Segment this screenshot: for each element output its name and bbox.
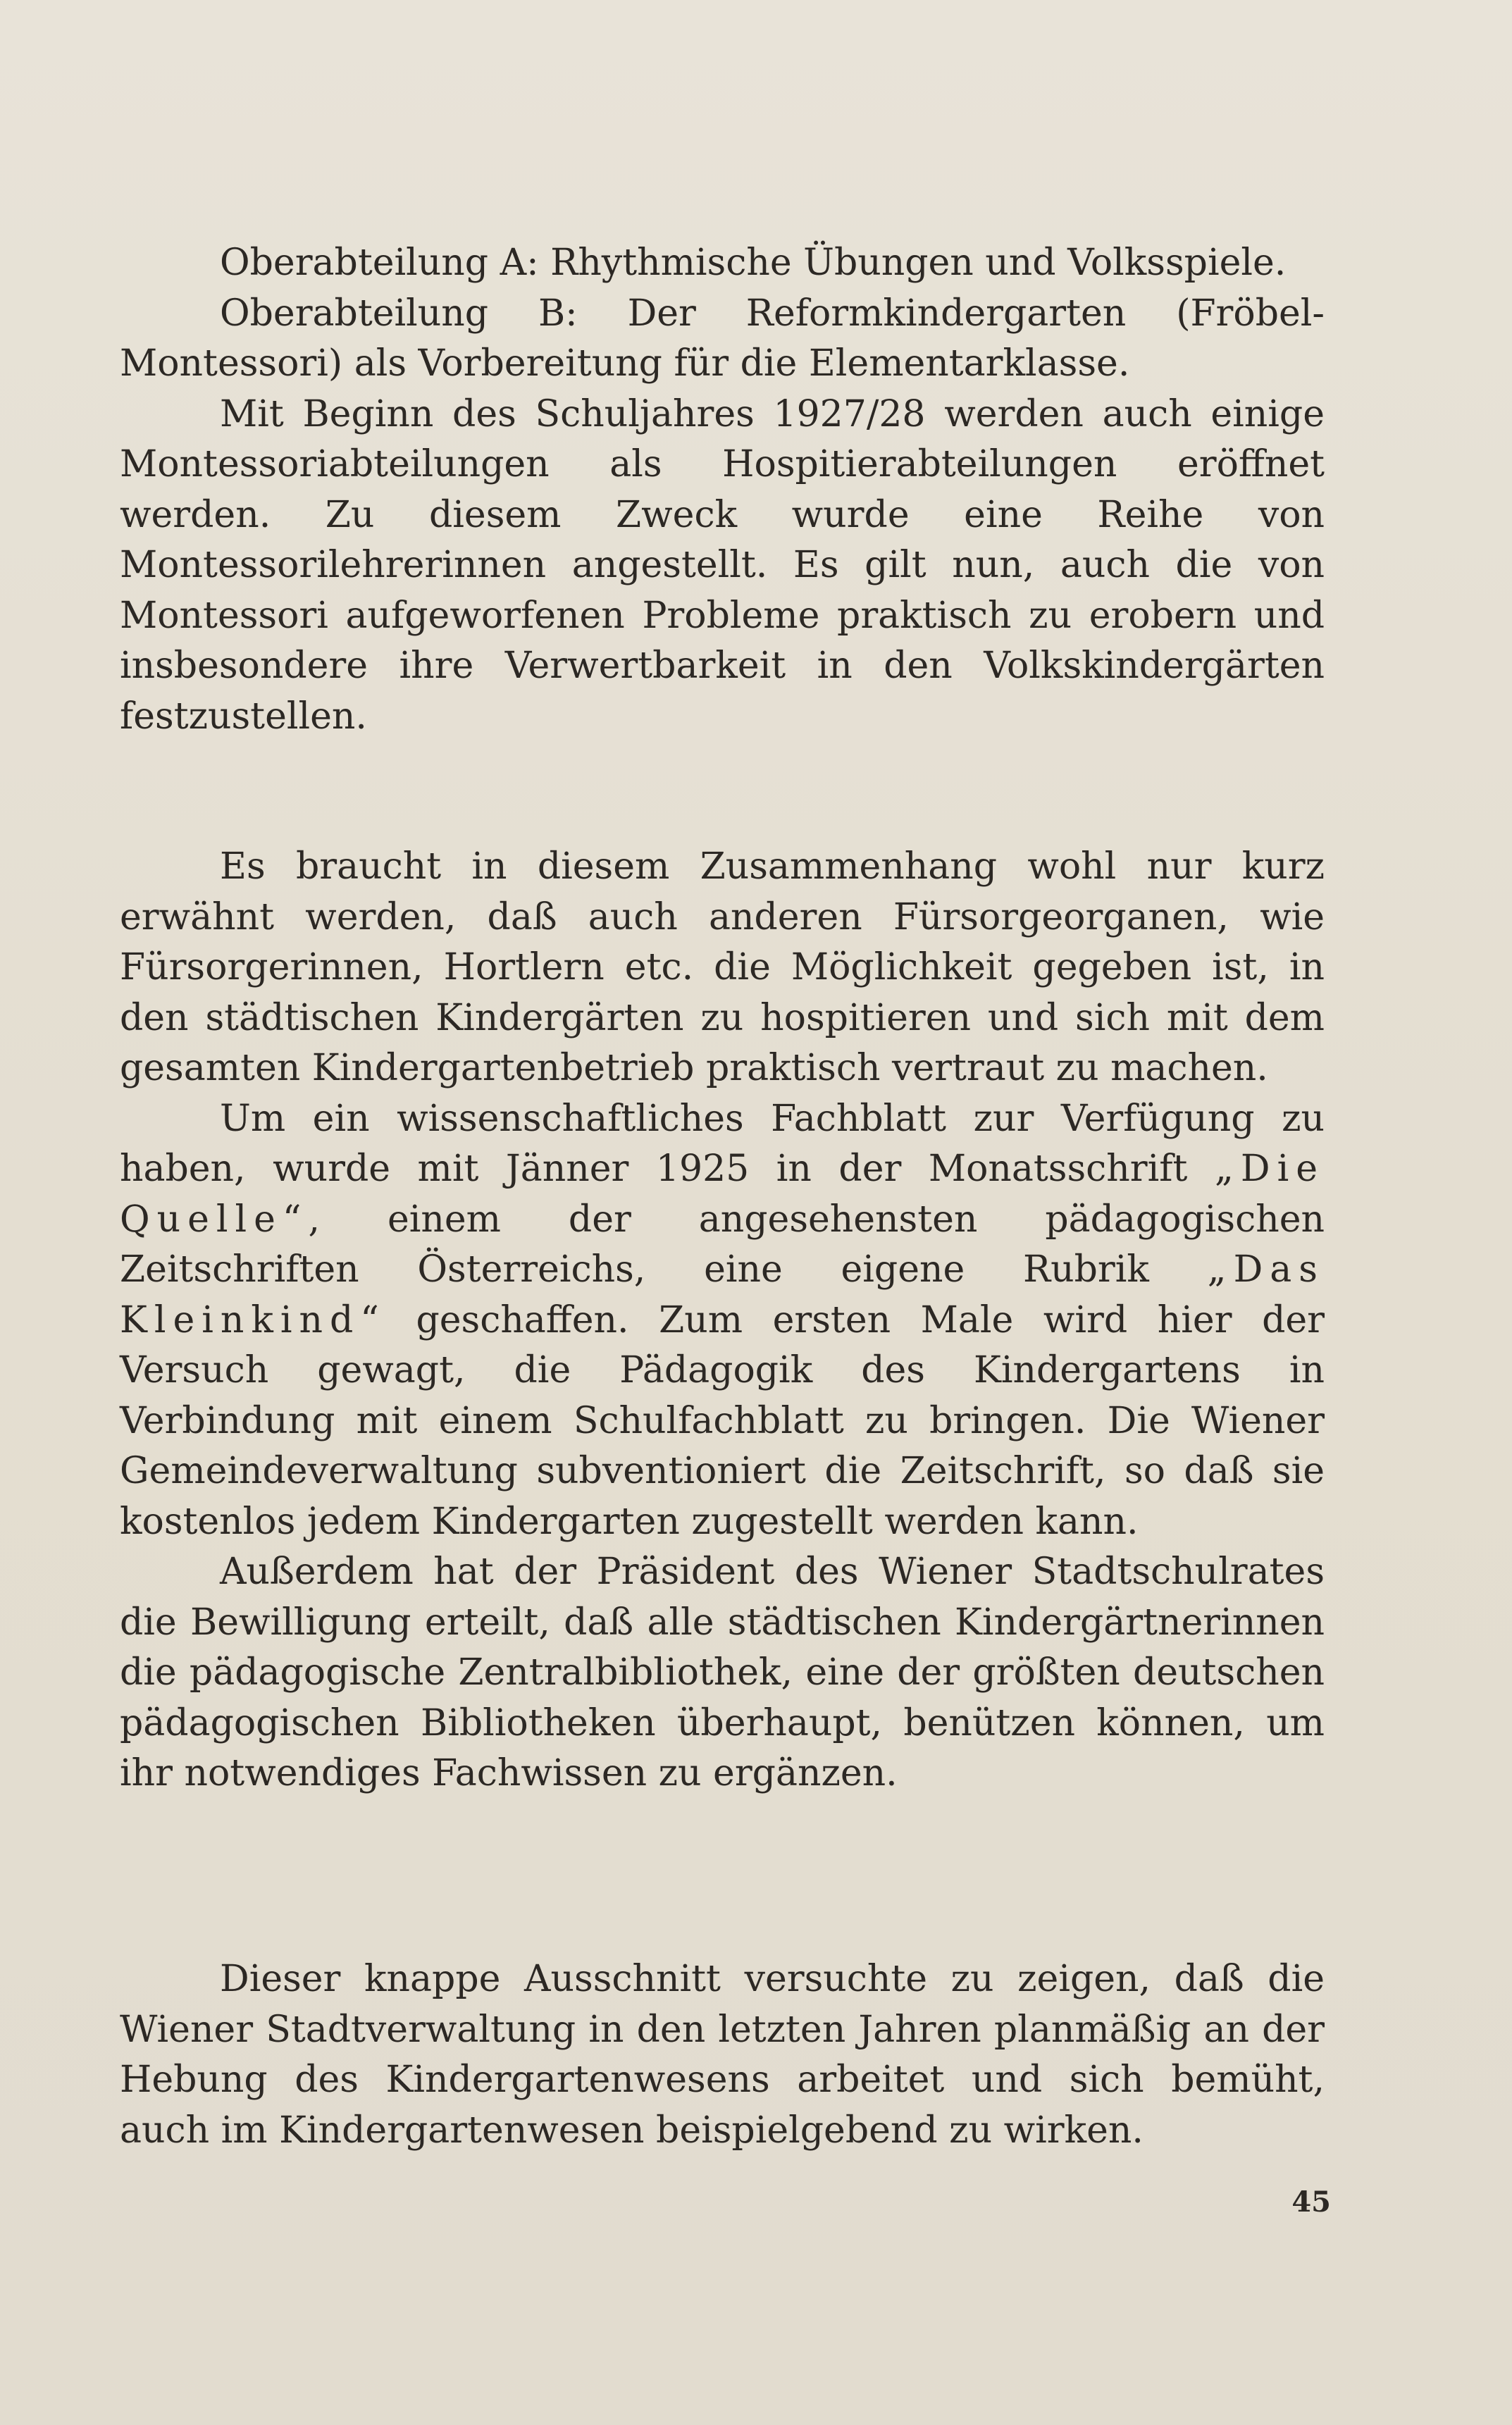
rubric-title-das-kleinkind: „Das Kleinkind“ xyxy=(120,1248,1325,1341)
paragraph-fachblatt xyxy=(120,1094,1325,1548)
paragraph-conclusion: Dieser knappe Ausschnitt versuchte zu zeigen, daß die Wiener Stadtverwaltung in den letzten Jahren planmäßig an der Hebung des Kindergartenwesens arbeitet und sich bemüht, auch im Kindergartenwesen beispielgebend zu wirken. xyxy=(120,1958,1325,2152)
paragraph-bibliothek: Außerdem hat der Präsident des Wiener Stadtschulrates die Bewilligung erteilt, daß alle städtischen Kindergärtnerinnen die pädagogische Zentralbibliothek, eine der größten deutschen pädagogischen Bibliotheken überhaupt, benützen können, um ihr notwendiges Fachwissen zu ergänzen. xyxy=(120,1551,1325,1794)
page-number: 45 xyxy=(1291,2185,1331,2219)
journal-title-die-quelle: „Die Quelle“ xyxy=(120,1148,1325,1241)
paragraph-oberabteilung-a: Oberabteilung A: Rhythmische Übungen und Volksspiele. xyxy=(220,242,1287,284)
fachblatt-text-a: Um ein wissenschaftliches Fachblatt zur Verfügung zu haben, wurde mit Jänner 1925 in der Monatsschrift xyxy=(120,1097,1325,1190)
text-section-3 xyxy=(120,1954,1325,2156)
fachblatt-text-c: geschaffen. Zum ersten Male wird hier der Versuch gewagt, die Pädagogik des Kindergartens in Verbindung mit einem Schulfachblatt zu bringen. Die Wiener Gemeindeverwaltung subventioniert die Zeitschrift, so daß sie kostenlos jedem Kindergarten zugestellt werden kann. xyxy=(120,1298,1325,1543)
text-section-2 xyxy=(120,842,1325,1799)
paragraph-montessori: Mit Beginn des Schuljahres 1927/28 werden auch einige Montessoriabteilungen als Hospitierabteilungen eröffnet werden. Zu diesem Zweck wurde eine Reihe von Montessorilehrerinnen angestellt. Es gilt nun, auch die von Montessori aufgeworfenen Probleme praktisch zu erobern und insbesondere ihre Verwertbarkeit in den Volkskindergärten festzustellen. xyxy=(120,392,1325,738)
text-section-1 xyxy=(120,238,1325,742)
fachblatt-text-b: , einem der angesehensten pädagogischen Zeitschriften Österreichs, eine eigene Rubrik xyxy=(120,1198,1325,1291)
paragraph-oberabteilung-b: Oberabteilung B: Der Reformkindergarten (Fröbel-Montessori) als Vorbereitung für die Elementarklasse. xyxy=(120,292,1325,385)
paragraph-fuersorge: Es braucht in diesem Zusammenhang wohl nur kurz erwähnt werden, daß auch anderen Fürsorgeorganen, wie Fürsorgerinnen, Hortlern etc. die Möglichkeit gegeben ist, in den städtischen Kindergärten zu hospitieren und sich mit dem gesamten Kindergartenbetrieb praktisch vertraut zu machen. xyxy=(120,845,1325,1089)
